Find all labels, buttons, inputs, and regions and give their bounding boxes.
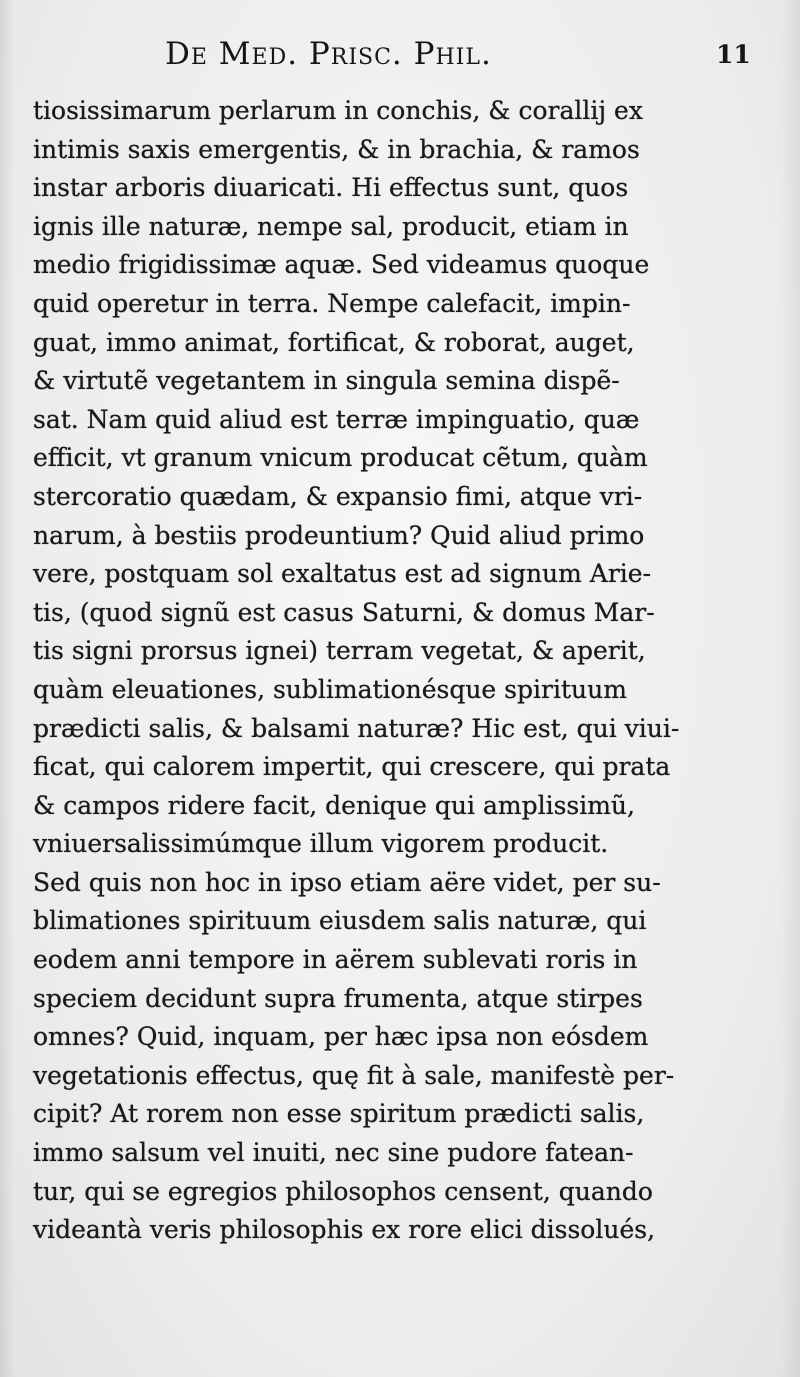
page-header: [0, 36, 800, 86]
text-line: immo salsum vel inuiti, nec sine pudore fatean-: [33, 1138, 634, 1168]
text-line: efficit, vt granum vnicum producat cẽtum, quàm: [33, 443, 648, 473]
text-line: Sed quis non hoc in ipso etiam aëre videt, per su-: [33, 867, 661, 897]
text-line: quàm eleuationes, sublimationésque spirituum: [33, 674, 627, 704]
text-line: vere, postquam sol exaltatus est ad signum Arie-: [33, 559, 652, 589]
text-line: vegetationis effectus, quę fit à sale, manifestè per-: [33, 1060, 675, 1090]
text-line: omnes? Quid, inquam, per hæc ipsa non eósdem: [33, 1022, 649, 1052]
text-line: tiosissimarum perlarum in conchis, & corallij ex: [33, 96, 643, 125]
running-title: De Med. Prisc. Phil.: [165, 36, 492, 72]
text-line: vniuersalissimúmque illum vigorem producit.: [33, 829, 609, 859]
text-line: blimationes spirituum eiusdem salis naturæ, qui: [33, 906, 647, 936]
text-line: speciem decidunt supra frumenta, atque stirpes: [33, 983, 643, 1013]
text-line: intimis saxis emergentis, & in brachia, & ramos: [33, 134, 640, 164]
text-line: narum, à bestiis prodeuntium? Quid aliud primo: [33, 520, 645, 550]
body-text: [33, 92, 775, 1250]
text-line: & campos ridere facit, denique qui amplissimũ,: [33, 790, 635, 820]
text-line: prædicti salis, & balsami naturæ? Hic est, qui viui-: [33, 713, 680, 743]
text-line: tur, qui se egregios philosophos censent, quando: [33, 1176, 653, 1206]
text-line: guat, immo animat, fortificat, & roborat, auget,: [33, 327, 635, 357]
text-line: ignis ille naturæ, nempe sal, producit, etiam in: [33, 211, 629, 241]
text-line: eodem anni tempore in aërem sublevati roris in: [33, 945, 638, 975]
text-line: sat. Nam quid aliud est terræ impinguatio, quæ: [33, 404, 640, 434]
text-line: videantà veris philosophis ex rore elici dissolués,: [33, 1215, 656, 1245]
text-line: & virtutẽ vegetantem in singula semina dispẽ-: [33, 366, 620, 396]
text-line: tis signi prorsus ignei) terram vegetat, & aperit,: [33, 636, 646, 666]
text-line: tis, (quod signũ est casus Saturni, & domus Mar-: [33, 597, 655, 627]
page-number: 11: [716, 40, 751, 69]
text-line: stercoratio quædam, & expansio fimi, atque vri-: [33, 481, 643, 511]
text-line: ficat, qui calorem impertit, qui crescere, qui prata: [33, 752, 671, 782]
text-line: quid operetur in terra. Nempe calefacit, impin-: [33, 288, 631, 318]
text-line: instar arboris diuaricati. Hi effectus sunt, quos: [33, 173, 629, 203]
text-line: cipit? At rorem non esse spiritum prædicti salis,: [33, 1099, 645, 1129]
text-line: medio frigidissimæ aquæ. Sed videamus quoque: [33, 250, 650, 280]
